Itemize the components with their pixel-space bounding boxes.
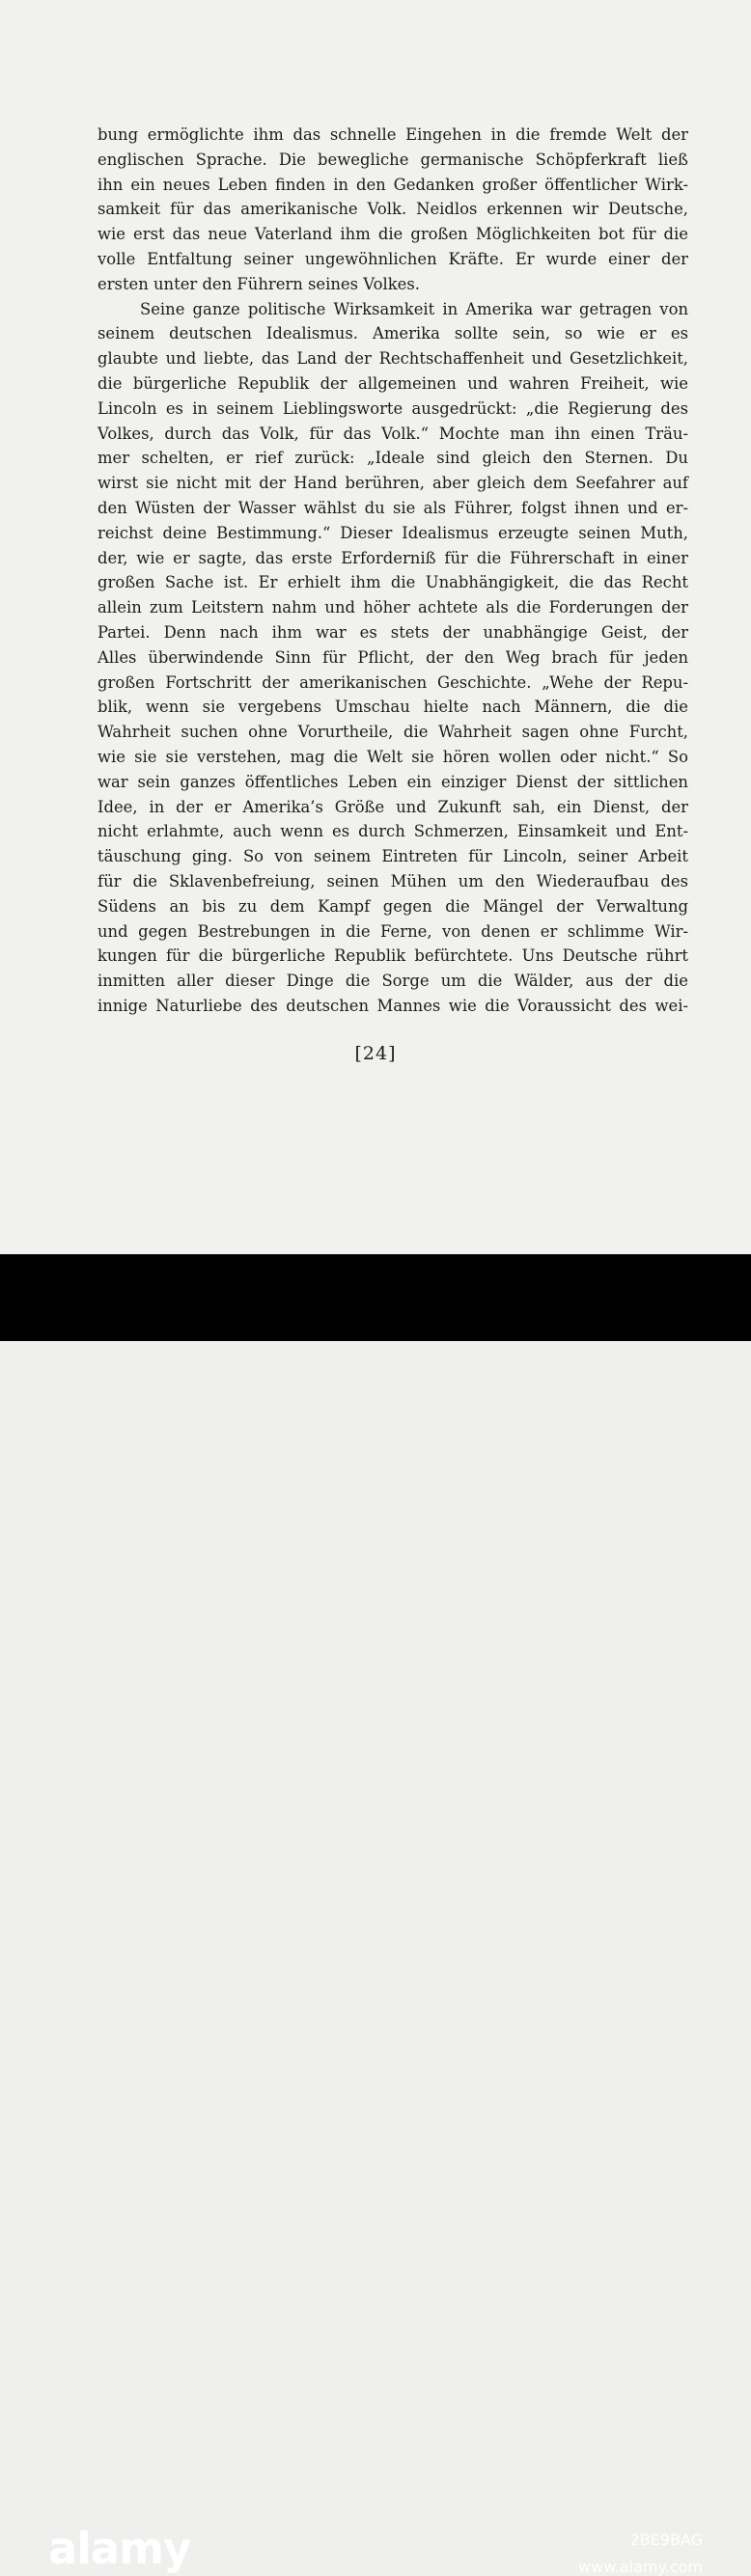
text-line: Seine ganze politische Wirksamkeit in Amerika war getragen von xyxy=(140,299,688,318)
text-line: großen Fortschritt der amerikanischen Geschichte. „Wehe der Repu- xyxy=(97,672,688,692)
text-line: reichst deine Bestimmung.“ Dieser Idealismus erzeugte seinen Muth, xyxy=(97,523,688,542)
text-line: nicht erlahmte, auch wenn es durch Schmerzen, Einsamkeit und Ent- xyxy=(97,822,688,841)
watermark-banner xyxy=(0,1254,751,2576)
text-line: der, wie er sagte, das erste Erforderniß für die Führerschaft in einer xyxy=(97,548,688,567)
watermark-logo: alamy xyxy=(48,2523,191,2574)
text-line: Südens an bis zu dem Kampf gegen die Mängel der Verwaltung xyxy=(97,896,688,916)
text-line: für die Sklavenbefreiung, seinen Mühen um den Wiederaufbau des xyxy=(97,871,688,891)
text-line: Alles überwindende Sinn für Pflicht, der den Weg brach für jeden xyxy=(97,647,688,667)
text-line: wie sie sie verstehen, mag die Welt sie hören wollen oder nicht.“ So xyxy=(97,747,688,766)
text-line: Partei. Denn nach ihm war es stets der unabhängige Geist, der xyxy=(97,622,688,642)
paragraph-2 xyxy=(97,297,688,1019)
text-line: Lincoln es in seinem Lieblingsworte ausgedrückt: „die Regierung des xyxy=(97,398,688,418)
text-line: blik, wenn sie vergebens Umschau hielte nach Männern, die die xyxy=(97,698,688,717)
text-line: war sein ganzes öffentliches Leben ein einziger Dienst der sittlichen xyxy=(97,772,688,791)
body-text xyxy=(97,123,688,1019)
text-line: ihn ein neues Leben finden in den Gedanken großer öffentlicher Wirk- xyxy=(97,175,688,194)
text-line: seinem deutschen Idealismus. Amerika sollte sein, so wie er es xyxy=(97,324,688,343)
text-line: volle Entfaltung seiner ungewöhnlichen Kräfte. Er wurde einer der xyxy=(97,249,688,268)
text-line: großen Sache ist. Er erhielt ihm die Unabhängigkeit, die das Recht xyxy=(97,573,688,592)
text-line: den Wüsten der Wasser wählst du sie als Führer, folgst ihnen und er- xyxy=(97,498,688,517)
text-line: täuschung ging. So von seinem Eintreten für Lincoln, seiner Arbeit xyxy=(97,847,688,866)
text-line: inmitten aller dieser Dinge die Sorge um die Wälder, aus der die xyxy=(97,972,688,991)
page-number: [24] xyxy=(354,1043,397,1064)
text-line: samkeit für das amerikanische Volk. Neidlos erkennen wir Deutsche, xyxy=(97,200,688,219)
text-line: und gegen Bestrebungen in die Ferne, von denen er schlimme Wir- xyxy=(97,921,688,941)
text-line: bung ermöglichte ihm das schnelle Eingehen in die fremde Welt der xyxy=(97,125,688,144)
text-line: ersten unter den Führern seines Volkes. xyxy=(97,274,420,293)
text-line: glaubte und liebte, das Land der Rechtschaffenheit und Gesetzlichkeit, xyxy=(97,349,688,369)
text-line: kungen für die bürgerliche Republik befürchtete. Uns Deutsche rührt xyxy=(97,946,688,966)
text-line: wie erst das neue Vaterland ihm die großen Möglichkeiten bot für die xyxy=(97,225,688,244)
text-line: Volkes, durch das Volk, für das Volk.“ Mochte man ihn einen Träu- xyxy=(97,424,688,443)
book-page xyxy=(0,0,751,1254)
text-line: allein zum Leitstern nahm und höher achtete als die Forderungen der xyxy=(97,598,688,617)
text-line: Wahrheit suchen ohne Vorurtheile, die Wahrheit sagen ohne Furcht, xyxy=(97,723,688,742)
site-url: www.alamy.com xyxy=(578,2558,703,2576)
text-line: englischen Sprache. Die bewegliche germanische Schöpferkraft ließ xyxy=(97,150,688,169)
text-line: Idee, in der er Amerika’s Größe und Zukunft sah, ein Dienst, der xyxy=(97,797,688,816)
text-line: wirst sie nicht mit der Hand berühren, aber gleich dem Seefahrer auf xyxy=(97,474,688,493)
paragraph-1 xyxy=(97,123,688,297)
text-line: die bürgerliche Republik der allgemeinen und wahren Freiheit, wie xyxy=(97,373,688,393)
text-line: innige Naturliebe des deutschen Mannes wie die Voraussicht des wei- xyxy=(97,996,688,1015)
image-id: 2BE9BAG xyxy=(629,2531,703,2549)
text-line: mer schelten, er rief zurück: „Ideale sind gleich den Sternen. Du xyxy=(97,449,688,468)
